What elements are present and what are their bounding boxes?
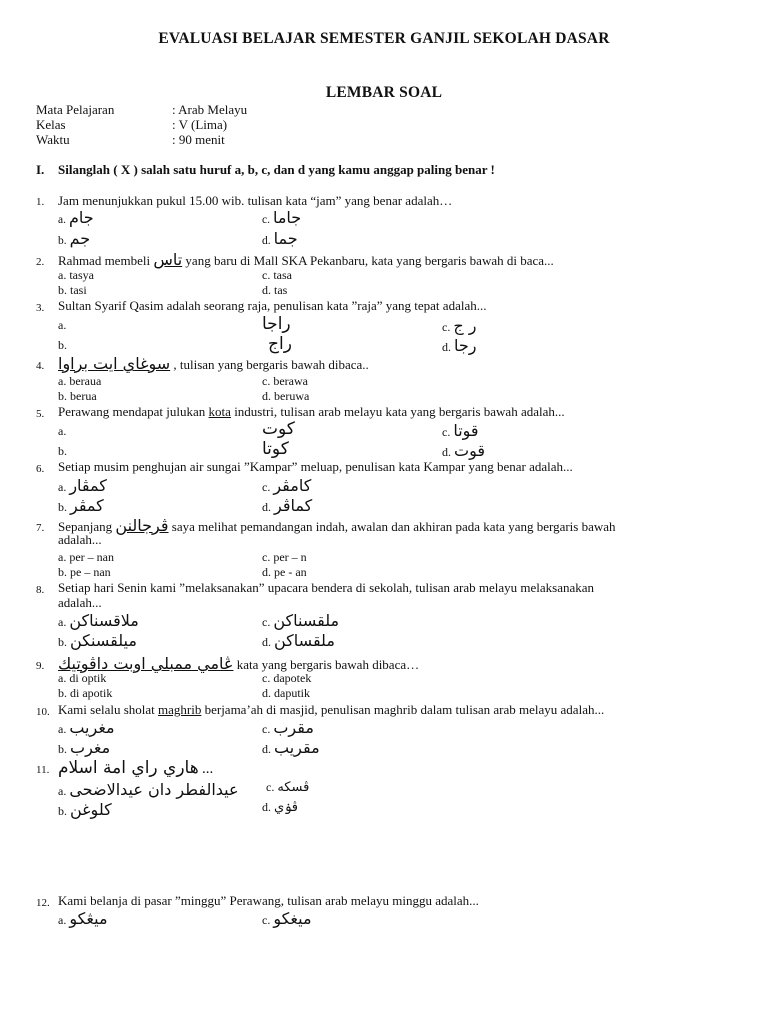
option-b-arabic: كوتا [262,439,289,459]
underlined-word: kota [208,404,231,419]
option-c[interactable] [262,909,312,928]
option-letter: d. [262,800,271,814]
option-text: berua [70,389,97,403]
question-number: 1. [36,196,45,208]
question-text [58,516,616,535]
option-letter: d. [262,500,271,514]
option-a[interactable] [58,424,66,439]
option-text: tas [274,283,288,297]
option-letter: c. [442,320,451,334]
option-c[interactable] [442,421,479,440]
question-text: Setiap musim penghujan air sungai ”Kampar” meluap, penulisan kata Kampar yang benar adalah... [58,459,573,474]
question-text: Setiap hari Senin kami ”melaksanakan” upacara bendera di sekolah, tulisan arab melayu melaksanakan [58,580,595,595]
meta-label-subject: Mata Pelajaran [36,102,115,117]
option-b[interactable] [58,283,87,298]
question-text-post: yang baru di Mall SKA Pekanbaru, kata yang bergaris bawah di baca... [185,253,554,268]
option-letter: a. [58,480,67,494]
meta-value-subject: : Arab Melayu [172,102,248,117]
question-text-line2: adalah... [58,595,102,610]
option-a[interactable] [58,718,115,737]
question-text-pre: Perawang mendapat julukan [58,404,206,419]
question-number: 9. [36,660,45,672]
option-a[interactable] [58,208,94,227]
option-c[interactable] [266,780,309,795]
option-b[interactable] [58,389,97,404]
question-text [58,702,604,718]
option-letter: d. [262,635,271,649]
option-text: beraua [69,374,102,388]
option-arabic: جاما [272,208,302,227]
question-text [58,654,419,673]
question-text-post: berjama’ah di masjid, penulisan maghrib dalam tulisan arab melayu adalah... [204,702,605,717]
option-a-arabic: راجا [262,314,291,334]
question-number: 3. [36,302,45,314]
meta-label-time: Waktu [36,132,70,147]
meta-label-class: Kelas [36,117,66,132]
option-arabic: عيدالفطر دان عيدالاضحى [69,780,239,799]
option-letter: d. [262,389,271,403]
question-text: Kami belanja di pasar ”minggu” Perawang, tulisan arab melayu minggu adalah... [58,893,479,908]
option-d[interactable]: d. pe - an [262,565,307,579]
option-a[interactable] [58,909,108,928]
option-arabic: كامڤر [273,476,312,495]
option-letter: b. [58,635,67,649]
question-number: 4. [36,360,45,372]
underlined-word: maghrib [158,702,202,717]
option-arabic: ميڠكو [69,909,108,928]
option-letter: a. [58,913,67,927]
section-instruction: Silanglah ( X ) salah satu huruf a, b, c, dan d yang kamu anggap paling benar ! [58,162,495,177]
option-letter: a. [58,424,67,438]
option-letter: d. [262,235,271,247]
question-text-post: , tulisan yang bergaris bawah dibaca.. [173,357,369,372]
option-letter: b. [58,338,67,352]
option-d[interactable] [262,389,309,404]
option-letter: a. [58,214,66,226]
option-arabic: كماڤر [274,496,313,515]
question-text [58,404,565,420]
option-arabic: كمڤار [69,476,107,495]
question-text-post: saya melihat pemandangan indah, awalan dan akhiran pada kata yang bergaris bawah [171,519,616,534]
option-letter: c. [262,480,271,494]
option-letter: c. [266,780,275,794]
option-arabic: كلوغن [70,800,112,819]
option-arabic: ملقساكن [274,631,335,650]
question-number: 10. [36,706,50,718]
option-letter: a. [58,615,67,629]
question-dots: ... [201,761,214,777]
option-letter: c. [442,425,451,439]
option-text: beruwa [274,389,310,403]
question-number: 12. [36,897,50,909]
question-text [58,250,554,269]
option-arabic: جما [273,229,298,248]
option-arabic: ر ج [453,316,477,335]
option-letter: a. [58,374,67,388]
question-number: 11. [36,764,50,776]
option-letter: b. [58,500,67,514]
option-d[interactable] [262,738,320,757]
underlined-arabic-phrase: ڠامي ممبلي اوبت داڤوتيك [58,654,234,673]
option-arabic: ڤۏي [274,800,299,815]
option-arabic: ميلقسنكن [70,631,137,650]
question-arabic-phrase: هاري راي امة اسلام [58,758,199,778]
question-number: 7. [36,522,45,534]
option-text: berawa [273,374,308,388]
question-number: 5. [36,408,45,420]
option-text: tasi [70,283,87,297]
option-a[interactable] [58,268,94,283]
option-letter: a. [58,268,67,282]
option-b[interactable] [58,800,112,819]
question-text-pre: Kami selalu sholat [58,702,155,717]
question-text-post: industri, tulisan arab melayu kata yang bergaris bawah adalah... [234,404,565,419]
option-arabic: قوت [454,441,485,460]
document-subtitle: LEMBAR SOAL [325,84,443,101]
option-d[interactable] [262,800,298,815]
option-letter: d. [442,445,451,459]
option-letter: a. [58,784,67,798]
option-arabic: ميغكو [273,909,312,928]
option-letter: d. [262,742,271,756]
option-a[interactable]: a. di optik [58,671,107,685]
option-letter: a. [58,318,67,332]
option-arabic: مغرب [70,738,111,757]
option-letter: b. [58,804,67,818]
option-arabic: كمڤر [70,496,104,515]
option-b[interactable]: b. pe – nan [58,565,111,579]
option-arabic: مغريب [69,718,115,737]
option-c[interactable] [442,316,476,335]
option-b[interactable] [58,444,67,459]
option-c[interactable] [262,374,308,389]
option-letter: d. [262,283,271,297]
option-c[interactable] [262,476,311,495]
question-number: 8. [36,584,45,596]
option-c[interactable]: c. dapotek [262,671,312,685]
option-letter: c. [262,214,270,226]
option-letter: b. [58,389,67,403]
option-b[interactable] [58,496,104,515]
question-number: 2. [36,256,45,268]
option-b[interactable] [58,229,90,248]
option-b-arabic: راج [268,334,292,354]
option-d[interactable] [262,229,298,248]
option-c[interactable] [262,718,314,737]
question-text [58,758,213,778]
question-text-pre: Sepanjang [58,519,113,534]
option-letter: b. [58,742,67,756]
option-letter: a. [58,722,67,736]
section-number: I. [36,162,45,177]
option-c[interactable]: c. per – n [262,550,307,564]
question-text: Jam menunjukkan pukul 15.00 wib. tulisan kata “jam” yang benar adalah… [58,193,453,208]
option-a[interactable] [58,780,239,799]
option-a[interactable] [58,476,107,495]
option-d[interactable] [262,496,312,515]
underlined-arabic-word: تاس [153,250,183,269]
option-letter: b. [58,283,67,297]
option-arabic: ڤسكه [277,780,310,795]
option-letter: b. [58,235,67,247]
option-c[interactable] [262,208,301,227]
option-b[interactable] [58,338,67,353]
option-c[interactable] [262,268,292,283]
option-b[interactable] [58,631,137,650]
option-a[interactable]: a. per – nan [58,550,114,564]
question-text-post: kata yang bergaris bawah dibaca… [236,657,420,672]
question-text-pre: Rahmad membeli [58,253,151,268]
question-text [58,354,369,373]
option-letter: c. [262,722,271,736]
option-d[interactable] [262,283,287,298]
option-arabic: قوتا [453,421,479,440]
option-letter: c. [262,615,271,629]
option-b[interactable]: b. di apotik [58,686,113,700]
option-letter: c. [262,268,271,282]
question-text: Sultan Syarif Qasim adalah seorang raja, penulisan kata ”raja” yang tepat adalah... [58,298,487,313]
document-title: EVALUASI BELAJAR SEMESTER GANJIL SEKOLAH DASAR [158,30,610,47]
option-letter: c. [262,374,271,388]
option-d[interactable] [262,631,335,650]
question-number: 6. [36,463,45,475]
option-letter: d. [442,340,451,354]
underlined-arabic-word: ڤرجالنن [115,516,169,535]
meta-value-class: : V (Lima) [172,117,228,132]
option-c[interactable] [262,611,339,630]
option-arabic: ملقسناكن [273,611,340,630]
option-d[interactable]: d. daputik [262,686,310,700]
option-arabic: رجا [454,336,477,355]
option-text: tasya [69,268,94,282]
option-a[interactable] [58,318,66,333]
option-a[interactable] [58,374,101,389]
underlined-arabic-phrase: سوغاي ايت براوا [58,354,171,373]
option-a[interactable] [58,611,139,630]
option-b[interactable] [58,738,110,757]
option-d[interactable] [442,336,477,355]
option-letter: b. [58,444,67,458]
option-letter: c. [262,913,271,927]
option-arabic: ملاقسناكن [69,611,139,630]
option-text: tasa [273,268,292,282]
option-arabic: جام [68,208,94,227]
question-text-line2: adalah... [58,532,102,547]
option-arabic: جم [69,229,91,248]
option-arabic: مقرب [273,718,314,737]
option-arabic: مقريب [274,738,320,757]
option-d[interactable] [442,441,485,460]
meta-value-time: : 90 menit [172,132,225,147]
option-a-arabic: كوت [262,419,295,439]
